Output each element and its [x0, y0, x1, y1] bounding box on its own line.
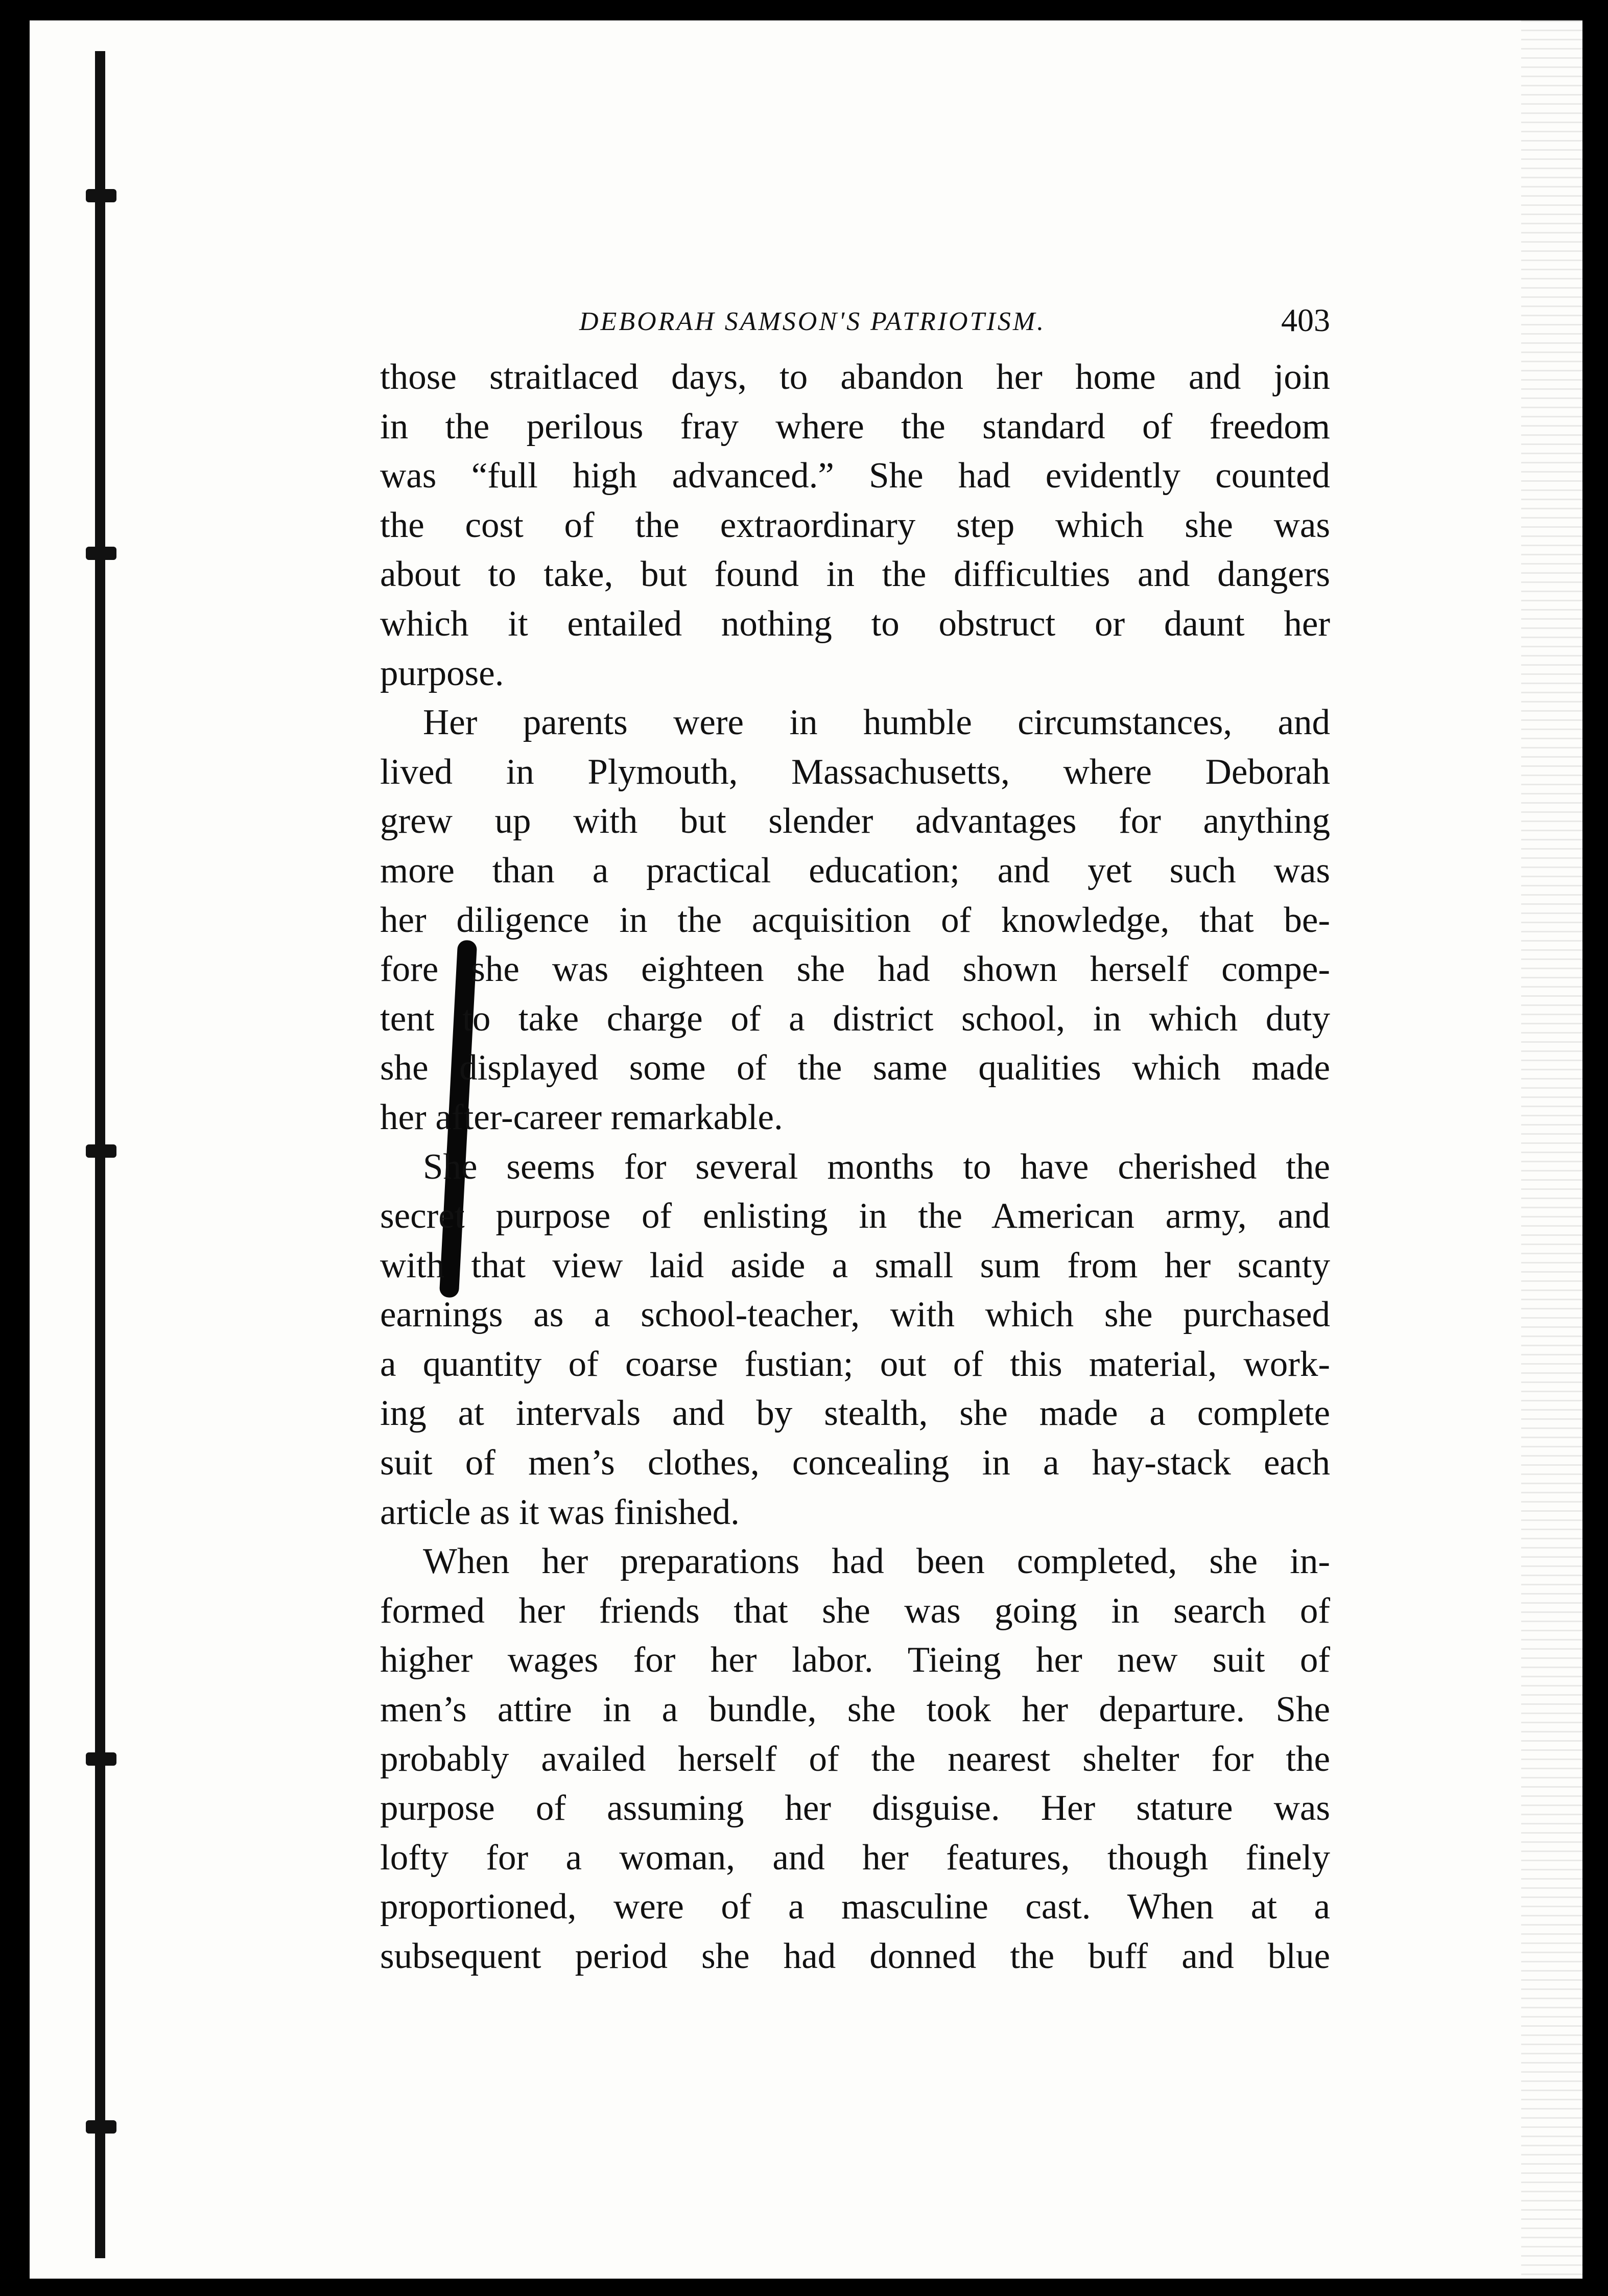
text-line: When her preparations had been completed, she in- — [423, 1541, 1330, 1582]
text-line: her after-career remarkable. — [380, 1097, 783, 1137]
text-line: which it entailed nothing to obstruct or daunt her — [380, 603, 1330, 644]
page-edge-noise — [1521, 20, 1582, 2279]
text-line: she displayed some of the same qualities which made — [380, 1048, 1330, 1088]
text-line: men’s attire in a bundle, she took her departure. She — [380, 1690, 1330, 1730]
text-line: secret purpose of enlisting in the American army, and — [380, 1196, 1330, 1236]
text-line: grew up with but slender advantages for anything — [380, 801, 1330, 841]
running-title: DEBORAH SAMSON'S PATRIOTISM. — [579, 307, 1046, 336]
text-line: in the perilous fray where the standard of freedom — [380, 406, 1330, 447]
text-line: tent to take charge of a district school, in which duty — [380, 998, 1330, 1039]
text-line: purpose of assuming her disguise. Her stature was — [380, 1788, 1330, 1829]
text-line: She seems for several months to have cherished the — [423, 1146, 1330, 1187]
binding-clip — [86, 547, 116, 560]
text-line: purpose. — [380, 653, 504, 693]
text-line: ing at intervals and by stealth, she made a complete — [380, 1393, 1330, 1434]
text-line: was “full high advanced.” She had evidently counted — [380, 456, 1330, 496]
page-number: 403 — [1281, 302, 1330, 338]
binding-clip — [86, 1144, 116, 1158]
text-line: lived in Plymouth, Massachusetts, where Deborah — [380, 752, 1330, 792]
text-line: with that view laid aside a small sum from her scanty — [380, 1245, 1330, 1285]
text-line: her diligence in the acquisition of knowledge, that be- — [380, 900, 1330, 940]
text-line: the cost of the extraordinary step which she was — [380, 505, 1330, 545]
binding-clip — [86, 189, 116, 202]
text-line: article as it was finished. — [380, 1492, 740, 1532]
text-line: a quantity of coarse fustian; out of this material, work- — [380, 1344, 1330, 1384]
running-head — [380, 302, 1330, 347]
text-line: suit of men’s clothes, concealing in a hay-stack each — [380, 1443, 1330, 1483]
text-line: those straitlaced days, to abandon her home and join — [380, 357, 1330, 397]
text-block — [380, 302, 1330, 1981]
text-line: proportioned, were of a masculine cast. When at a — [380, 1887, 1330, 1927]
text-line: about to take, but found in the difficulties and dangers — [380, 554, 1330, 595]
binding-clip — [86, 1752, 116, 1766]
text-line: Her parents were in humble circumstances, and — [423, 702, 1330, 743]
text-line: earnings as a school-teacher, with which she purchased — [380, 1295, 1330, 1335]
text-line: lofty for a woman, and her features, though finely — [380, 1837, 1330, 1878]
text-line: higher wages for her labor. Tieing her new suit of — [380, 1640, 1330, 1680]
binding-clip — [86, 2120, 116, 2134]
text-line: probably availed herself of the nearest shelter for the — [380, 1739, 1330, 1779]
text-line: formed her friends that she was going in search of — [380, 1590, 1330, 1631]
book-page — [30, 20, 1582, 2279]
text-line: subsequent period she had donned the buff and blue — [380, 1936, 1330, 1976]
text-line: fore she was eighteen she had shown herself compe- — [380, 949, 1330, 990]
text-line: more than a practical education; and yet such was — [380, 850, 1330, 891]
